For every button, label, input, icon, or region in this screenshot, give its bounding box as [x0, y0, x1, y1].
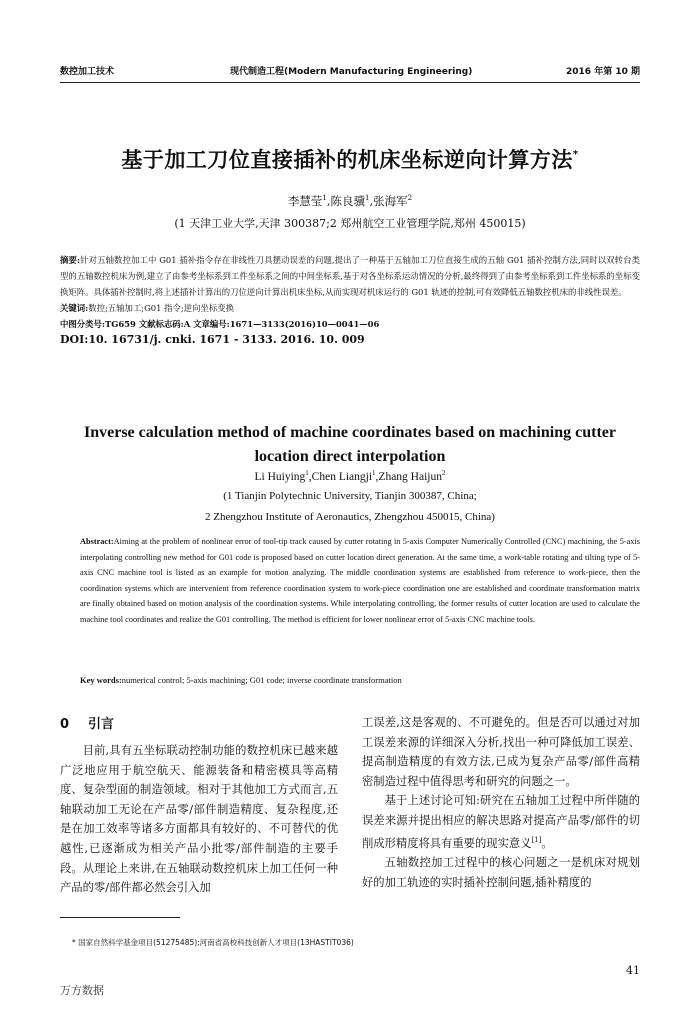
en-author-name: Chen Liangji [311, 471, 373, 483]
cn-title-text: 基于加工刀位直接插补的机床坐标逆向计算方法 [121, 148, 573, 172]
funding-footnote: * 国家自然科学基金项目(51275485);河南省高校科技创新人才项目(13HASTIT036) [72, 938, 354, 947]
doi: DOI:10. 16731/j. cnki. 1671 - 3133. 2016. 10. 009 [60, 333, 365, 346]
en-affiliation-1: (1 Tianjin Polytechnic University, Tianjin 300387, China; [223, 490, 477, 502]
cn-author-sup: 1 [322, 194, 327, 202]
en-affiliation-2: 2 Zhengzhou Institute of Aeronautics, Zhengzhou 450015, China) [205, 511, 495, 523]
footnote-rule [60, 917, 180, 918]
en-author-sup: 1 [305, 469, 309, 477]
en-author-name: Li Huiying [254, 471, 306, 483]
cn-author-sup: 2 [407, 194, 413, 202]
cn-author-sup: 1 [365, 194, 370, 202]
section-number: 0 [60, 717, 70, 732]
cn-abstract-text: 针对五轴数控加工中 G01 插补指令存在非线性刀具摆动误差的问题,提出了一种基于五轴加工刀位直接生成的五轴 G01 插补控制方法,同时以双转台类型的五轴数控机床为例,建立了由参考坐标系到工件坐标系之间的中间坐标系,基于对各坐标系运动情况的分析,最终得到了由参考坐标系到工件坐标系的坐标变换矩阵。具体插补控制时,将上述插补计算出的刀位逆向计算出机床坐标,从而实现对机床运行的 G01 轨迹的控制,可有效降低五轴数控机床的非线性误差。 [60, 255, 640, 297]
journal-section: 数控加工技术 [60, 67, 115, 77]
en-abstract-block [80, 534, 640, 627]
section-title: 引言 [88, 717, 115, 732]
en-authors: Li Huiying$^1$,Chen Liangji$^1$,Zhang Haijun$^2$ [254, 469, 446, 483]
journal-name: 现代制造工程(Modern Manufacturing Engineering) [230, 67, 473, 77]
cn-affiliation: (1 天津工业大学,天津 300387;2 郑州航空工业管理学院,郑州 450015) [174, 217, 526, 230]
cn-title [0, 144, 700, 174]
cn-authors: 李慧莹$^1$,陈良骥$^1$,张海军$^2$ [287, 194, 413, 208]
page-number: 41 [626, 964, 640, 977]
body-text: 基于上述讨论可知:研究在五轴加工过程中所伴随的误差来源并提出相应的解决思路对提高产品零/部件的切削成形精度将具有重要的现实意义 [362, 794, 640, 850]
cn-keywords [60, 300, 640, 316]
issue-info: 2016 年第 10 期 [566, 67, 640, 77]
en-author-name: Zhang Haijun [378, 471, 442, 483]
body-paragraph [362, 791, 640, 853]
section-heading [60, 713, 338, 737]
cn-keywords-text: 数控;五轴加工;G01 指令;逆向坐标变换 [88, 303, 234, 313]
watermark: 万方数据 [60, 984, 104, 997]
cn-abstract [60, 252, 640, 300]
en-keywords [80, 675, 640, 685]
body-paragraph: 工误差,这是客观的、不可避免的。但是否可以通过对加工误差来源的详细深入分析,找出一种可降低加工误差、提高制造精度的有效方法,已成为复杂产品零/部件高精密制造过程中值得思考和研究的问题之一。 [362, 716, 640, 788]
cn-author-name: 陈良骥 [330, 194, 366, 208]
en-keywords-label: Key words: [80, 675, 122, 685]
running-header [60, 64, 640, 80]
cn-author-name: 李慧莹 [287, 194, 323, 208]
cn-abstract-label: 摘要: [60, 255, 81, 265]
en-abstract [80, 534, 640, 627]
cn-author-name: 张海军 [373, 194, 408, 208]
en-abstract-text: Aiming at the problem of nonlinear error of tool-tip track caused by cutter rotating in 5-axis Computer Numerically Controlled (CNC) machining, the 5-axis interpolating controlling new method for G01 code is proposed based on cutter location direct generation. At the same time, a work-table rotating and tilting type of 5-axis CNC machine tool is listed as an example for motion analyzing. The middle coordination systems are established from reference to work-piece, then the coordination systems which are intervenient from reference coordination system to work-piece coordination one are established and coordinate transformation matrix are finally obtained based on motion analysis of the coordination systems. While interpolating controlling, the former results of cutter location are used to calculate the machine tool coordinates and realize the G01 controlling. The method is efficient for lower nonlinear error of 5-axis CNC machine tools. [80, 537, 640, 624]
header-rule [60, 82, 640, 83]
en-title: Inverse calculation method of machine coordinates based on machining cutter location direct interpolation [84, 424, 616, 465]
citation: [1] [531, 835, 542, 844]
body-left-column [60, 713, 338, 898]
title-footnote-mark: * [572, 149, 579, 160]
en-abstract-label: Abstract: [80, 537, 114, 546]
en-author-sup: 2 [441, 469, 446, 477]
body-right-column [362, 713, 640, 892]
body-paragraph: 目前,具有五坐标联动控制功能的数控机床已越来越广泛地应用于航空航天、能源装备和精密模具等高精度、复杂型面的制造领域。相对于其他加工方式而言,五轴联动加工无论在产品零/部件制造精度、复杂程度,还是在加工效率等诸多方面都具有较好的、不可替代的优越性,已逐渐成为相关产品小批零/部件制造的主要手段。从理论上来讲,在五轴联动数控机床上加工任何一种产品的零/部件都必然会引入加 [60, 744, 338, 895]
cn-classification: 中图分类号:TG659 文献标志码:A 文章编号:1671—3133(2016)10—0041—06 [60, 319, 380, 329]
en-keywords-text: numerical control; 5-axis machining; G01 code; inverse coordinate transformation [121, 675, 402, 685]
body-paragraph: 五轴数控加工过程中的核心问题之一是机床对规划好的加工轨迹的实时插补控制问题,插补精度的 [362, 856, 640, 889]
body-text: 。 [541, 836, 553, 850]
cn-abstract-block [60, 252, 640, 348]
en-author-sup: 1 [372, 469, 376, 477]
cn-keywords-label: 关键词: [60, 303, 89, 313]
